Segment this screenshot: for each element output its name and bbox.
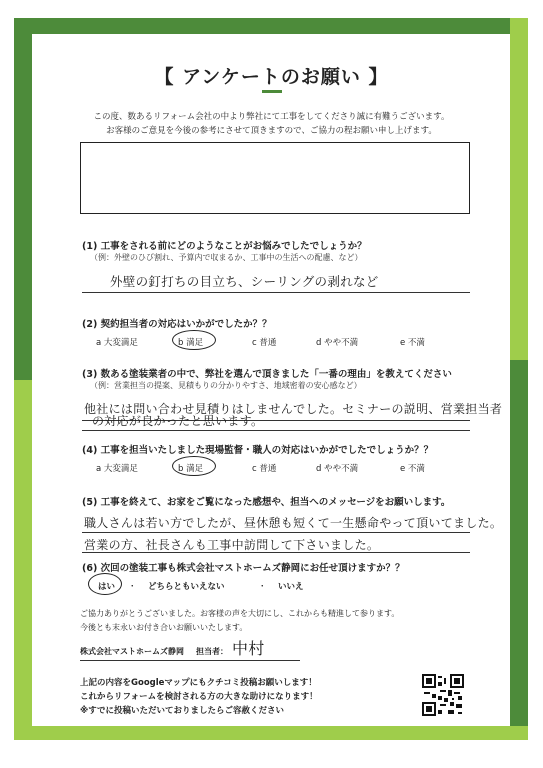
blank-comment-box [80, 142, 470, 214]
frame-left-band-light [14, 380, 32, 738]
qr-code-icon[interactable] [422, 674, 464, 716]
q6-option-no: いいえ [278, 582, 304, 592]
q3-answer-line-2 [82, 430, 470, 431]
frame-right-band-dark [510, 360, 528, 738]
cta-line-2: これからリフォームを検討される方の大きな助けになります！ [80, 692, 318, 702]
intro-line-1: この度、数あるリフォーム会社の中より弊社にて工事をしてくださり誠に有難うございます。 [93, 112, 450, 122]
title-underline [262, 90, 282, 93]
q3-handwritten-answer-line-2: の対応が良かったと思います。 [92, 414, 264, 428]
q4-question: (4) 工事を担当いたしました現場監督・職人の対応はいかがでしたでしょうか？？ [82, 445, 434, 456]
staff-signature: 中村 [232, 639, 265, 658]
cta-line-1: 上記の内容をGoogleマップにもクチコミ投稿お願いします！ [80, 678, 317, 688]
q5-handwritten-answer-line-2: 営業の方、社長さんも工事中訪問して下さいました。 [84, 538, 380, 552]
q3-example: （例：営業担当の提案、見積もりの分かりやすさ、地域密着の安心感など） [90, 381, 362, 390]
q6-option-neutral: どちらともいえない [148, 582, 225, 592]
staff-label: 担当者： [196, 647, 228, 656]
company-name: 株式会社マストホームズ静岡 [80, 647, 184, 656]
q2-option-a: a 大変満足 [96, 338, 138, 348]
cta-line-3: ※すでに投稿いただいておりましたらご容赦ください [80, 706, 285, 716]
q6-separator-1: ・ [128, 582, 137, 592]
q5-handwritten-answer-line-1: 職人さんは若い方でしたが、昼休憩も短くて一生懸命やって頂いてました。 [84, 516, 503, 530]
q4-option-e: e 不満 [400, 464, 425, 474]
q5-answer-line-1 [82, 532, 470, 533]
page-title: 【 アンケートのお願い 】 [154, 66, 389, 88]
q4-option-d: d やや不満 [316, 464, 359, 474]
q6-separator-2: ・ [258, 582, 267, 592]
frame-top-band [14, 18, 526, 34]
frame-bottom-band [14, 726, 528, 740]
q5-question: (5) 工事を終えて、お家をご覧になった感想や、担当へのメッセージをお願いします。 [82, 497, 451, 508]
q1-answer-line [82, 292, 470, 293]
q1-handwritten-answer: 外壁の釘打ちの目立ち、シーリングの剥れなど [110, 274, 379, 289]
q4-option-b: b 満足 [178, 464, 204, 474]
q3-question: (3) 数ある塗装業者の中で、弊社を選んで頂きました「一番の理由」を教えてください [82, 369, 452, 380]
q6-option-yes: はい [98, 582, 116, 592]
signature-line [80, 660, 300, 661]
q1-question: (1) 工事をされる前にどのようなことがお悩みでしたでしょうか？ [82, 241, 367, 252]
q2-selected-circle [172, 330, 216, 350]
q6-question: (6) 次回の塗装工事も株式会社マストホームズ静岡にお任せ頂けますか？？ [82, 563, 405, 574]
thanks-line-1: ご協力ありがとうございました。お客様の声を大切にし、これからも精進して参ります。 [80, 609, 400, 618]
q2-question: (2) 契約担当者の対応はいかがでしたか？？ [82, 319, 272, 330]
thanks-line-2: 今後とも末永いお付き合いお願いいたします。 [80, 623, 248, 632]
q1-example: （例：外壁のひび割れ、予算内で収まるか、工事中の生活への配慮、など） [90, 253, 363, 262]
q2-option-e: e 不満 [400, 338, 425, 348]
q4-option-c: c 普通 [252, 464, 277, 474]
q2-option-d: d やや不満 [316, 338, 359, 348]
q2-option-c: c 普通 [252, 338, 277, 348]
q6-selected-circle [88, 573, 122, 595]
q2-option-b: b 満足 [178, 338, 204, 348]
q4-option-a: a 大変満足 [96, 464, 138, 474]
intro-line-2: お客様のご意見を今後の参考にさせて頂きますので、ご協力の程お願い申し上げます。 [106, 126, 437, 136]
q5-answer-line-2 [82, 552, 470, 553]
q3-handwritten-answer-line-1: 他社には問い合わせ見積りはしませんでした。セミナーの説明、営業担当者 [84, 402, 503, 416]
q4-selected-circle [172, 456, 216, 476]
